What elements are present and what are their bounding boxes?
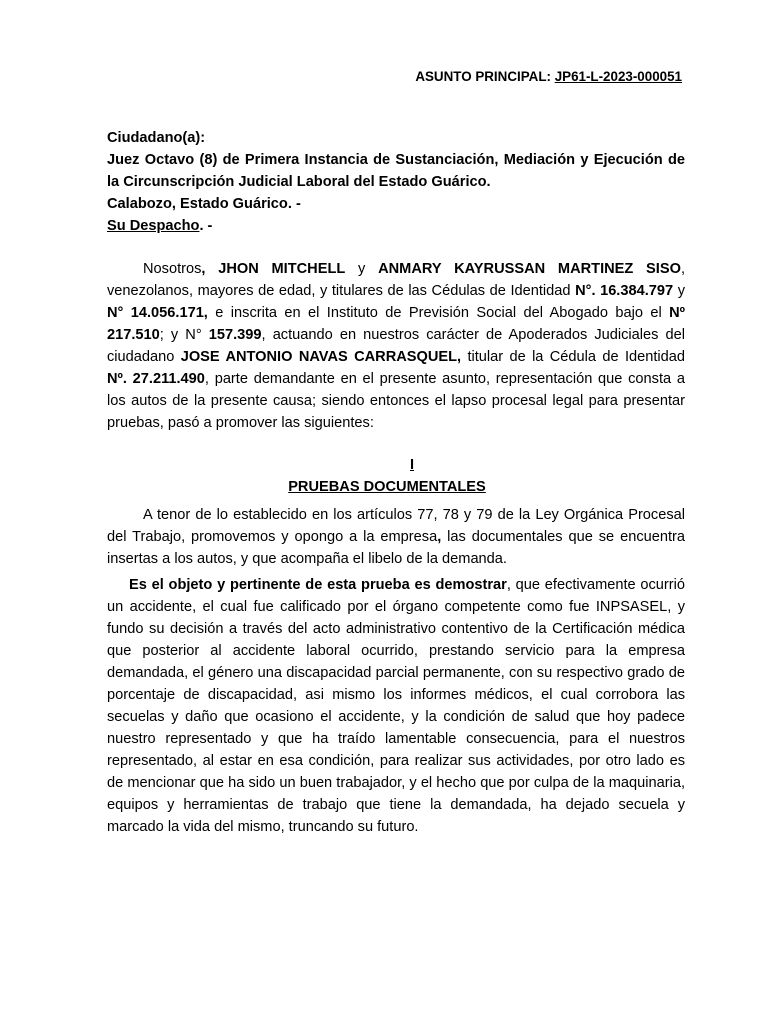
salutation: Ciudadano(a): — [107, 130, 206, 146]
id-number-2: N° 14.056.171, — [107, 305, 208, 321]
intro-text: titular de la Cédula de Identidad — [461, 349, 685, 365]
addressee-block — [107, 127, 685, 237]
intro-text: , parte demandante en el presente asunto, representación que consta a los autos de la presente causa; siendo entonces el lapso procesal legal para presentar pruebas, pasó a promover las siguientes: — [107, 371, 685, 431]
intro-text: , venezolanos, mayores de edad, y titulares de las Cédulas de Identidad — [107, 261, 685, 299]
case-label: ASUNTO PRINCIPAL: — [415, 69, 555, 84]
section-number: I — [409, 457, 415, 473]
client-name: JOSE ANTONIO NAVAS CARRASQUEL, — [180, 349, 462, 365]
despacho-suffix: . - — [199, 218, 213, 234]
city-line: Calabozo, Estado Guárico. - — [107, 196, 301, 212]
attorney-name-2: ANMARY KAYRUSSAN MARTINEZ SISO — [378, 261, 681, 277]
case-number: JP61-L-2023-000051 — [554, 69, 682, 84]
section-title: PRUEBAS DOCUMENTALES — [288, 479, 486, 495]
judge-title: Juez Octavo (8) de Primera Instancia de Sustanciación, Mediación y Ejecución de la Circunscripción Judicial Laboral del Estado Guárico. — [107, 152, 685, 190]
paragraph-text: las documentales que se encuentra insertas a los autos, y que acompaña el libelo de la demanda. — [107, 529, 685, 567]
despacho-line — [107, 215, 685, 237]
intro-text: y — [673, 283, 685, 299]
intro-text: y — [345, 261, 379, 277]
paragraph-documentales — [107, 504, 685, 570]
id-number-1: N°. 16.384.797 — [575, 283, 674, 299]
paragraph-comma: , — [437, 529, 442, 545]
attorney-name-1: , JHON MITCHELL — [201, 261, 346, 277]
intro-text: , actuando en nuestros carácter de Apoderados Judiciales del ciudadano — [107, 327, 686, 365]
client-id-number: Nº. 27.211.490 — [107, 371, 205, 387]
inpreabogado-number-1: Nº 217.510 — [107, 305, 685, 343]
intro-paragraph — [107, 258, 685, 434]
case-header — [300, 66, 682, 88]
intro-text: ; y N° — [159, 327, 209, 343]
intro-text: e inscrita en el Instituto de Previsión Social del Abogado bajo el — [207, 305, 670, 321]
paragraph-text: A tenor de lo establecido en los artículos 77, 78 y 79 de la Ley Orgánica Procesal del Trabajo, promovemos y opongo a la empresa — [107, 507, 685, 545]
paragraph-objeto — [107, 574, 685, 838]
despacho-text: Su Despacho — [107, 218, 200, 234]
inpreabogado-number-2: 157.399 — [208, 327, 262, 343]
intro-text: Nosotros — [143, 261, 202, 277]
paragraph-lead: Es el objeto y pertinente de esta prueba es demostrar — [129, 577, 507, 593]
paragraph-text: , que efectivamente ocurrió un accidente, el cual fue calificado por el órgano competente como fue INPSASEL, y fundo su decisión a través del acto administrativo contentivo de la Certificación médica que posterior al accidente laboral ocurrido, prestando servicio para la empresa demandada, el género una discapacidad parcial permanente, con su respectivo grado de porcentaje de discapacidad, asi mismo los informes médicos, el cual corrobora las secuelas y daño que ocasiono el accidente, y la condición de salud que hoy padece nuestro representado y que ha traído lamentable consecuencia, para el nuestros representado, al estar en esa condición, para realizar sus actividades, por otro lado es de mencionar que ha sido un buen trabajador, y el hecho que por culpa de la maquinaria, equipos y herramientas de trabajo que tiene la demandada, ha dejado secuela y marcado la vida del mismo, truncando su futuro. — [107, 577, 686, 835]
